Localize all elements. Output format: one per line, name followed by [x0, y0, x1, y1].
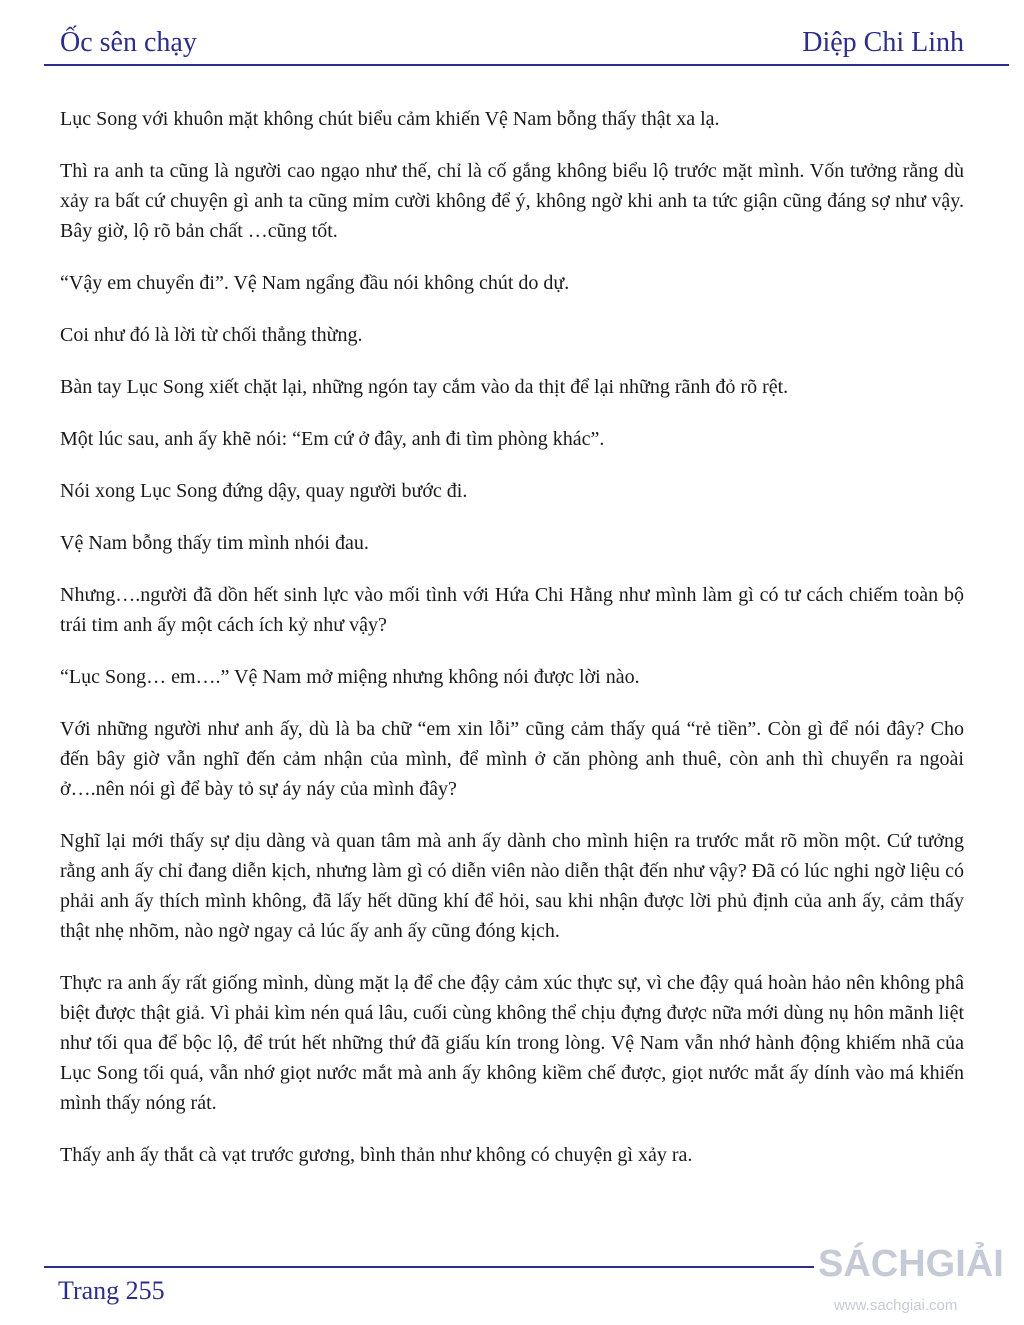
paragraph: Coi như đó là lời từ chối thẳng thừng. [60, 324, 363, 346]
author-name: Diệp Chi Linh [802, 27, 964, 58]
paragraph: Bàn tay Lục Song xiết chặt lại, những ngón tay cắm vào da thịt để lại những rãnh đỏ rõ rệt. [60, 376, 789, 398]
paragraph: Lục Song với khuôn mặt không chút biểu cảm khiến Vệ Nam bỗng thấy thật xa lạ. [60, 108, 720, 130]
paragraph: “Vậy em chuyển đi”. Vệ Nam ngẩng đầu nói không chút do dự. [60, 272, 570, 294]
paragraph: Nhưng….người đã dồn hết sinh lực vào mối tình với Hứa Chi Hằng như mình làm gì có tư cách chiếm toàn bộ trái tim anh ấy một cách ích kỷ như vậy? [60, 584, 964, 636]
paragraph: Thực ra anh ấy rất giống mình, dùng mặt lạ để che đậy cảm xúc thực sự, vì che đậy quá hoàn hảo nên không phâ biệt được thật giả. Vì phải kìm nén quá lâu, cuối cùng không thể chịu đựng được nữa mới dùng nụ hôn mãnh liệt như tối qua để bộc lộ, để trút hết những thứ đã giấu kín trong lòng. Vệ Nam vẫn nhớ hành động khiếm nhã của Lục Song tối quá, vẫn nhớ giọt nước mắt mà anh ấy không kiềm chế được, giọt nước mắt ấy dính vào má khiến mình thấy nóng rát. [60, 972, 964, 1114]
paragraph: Thấy anh ấy thắt cà vạt trước gương, bình thản như không có chuyện gì xảy ra. [60, 1144, 693, 1166]
paragraph: Nói xong Lục Song đứng dậy, quay người bước đi. [60, 480, 468, 502]
paragraph: “Lục Song… em….” Vệ Nam mở miệng nhưng không nói được lời nào. [60, 666, 640, 688]
book-title: Ốc sên chạy [60, 27, 197, 58]
paragraph: Vệ Nam bỗng thấy tim mình nhói đau. [60, 532, 369, 554]
page-content [60, 104, 964, 1170]
paragraph: Với những người như anh ấy, dù là ba chữ “em xin lỗi” cũng cảm thấy quá “rẻ tiền”. Còn gì để nói đây? Cho đến bây giờ vẫn nghĩ đến cảm nhận của mình, để mình ở căn phòng anh thuê, còn anh thì chuyển ra ngoài ở….nên nói gì để bày tỏ sự áy náy của mình đây? [60, 718, 964, 800]
watermark-url: www.sachgiai.com [834, 1297, 958, 1314]
page-number: Trang 255 [58, 1276, 165, 1305]
header-divider [44, 64, 1009, 66]
paragraph: Thì ra anh ta cũng là người cao ngạo như thế, chỉ là cố gắng không biểu lộ trước mặt mình. Vốn tưởng rằng dù xảy ra bất cứ chuyện gì anh ta cũng mỉm cười không để ý, không ngờ khi anh ta tức giận cũng đáng sợ như vậy. Bây giờ, lộ rõ bản chất …cũng tốt. [60, 160, 964, 242]
paragraph: Một lúc sau, anh ấy khẽ nói: “Em cứ ở đây, anh đi tìm phòng khác”. [60, 428, 605, 450]
watermark-brand: SÁCHGIẢI [818, 1243, 1004, 1285]
watermark-logo [818, 1228, 1020, 1318]
footer-divider [44, 1266, 814, 1268]
paragraph: Nghĩ lại mới thấy sự dịu dàng và quan tâm mà anh ấy dành cho mình hiện ra trước mắt rõ mồn một. Cứ tưởng rằng anh ấy chỉ đang diễn kịch, nhưng làm gì có diễn viên nào diễn thật đến như vậy? Đã có lúc nghi ngờ liệu có phải anh ấy thích mình không, đã lấy hết dũng khí để hỏi, sau khi nhận được lời phủ định của anh ấy, cảm thấy thật nhẹ nhõm, nào ngờ ngay cả lúc ấy anh ấy cũng đóng kịch. [60, 830, 964, 942]
